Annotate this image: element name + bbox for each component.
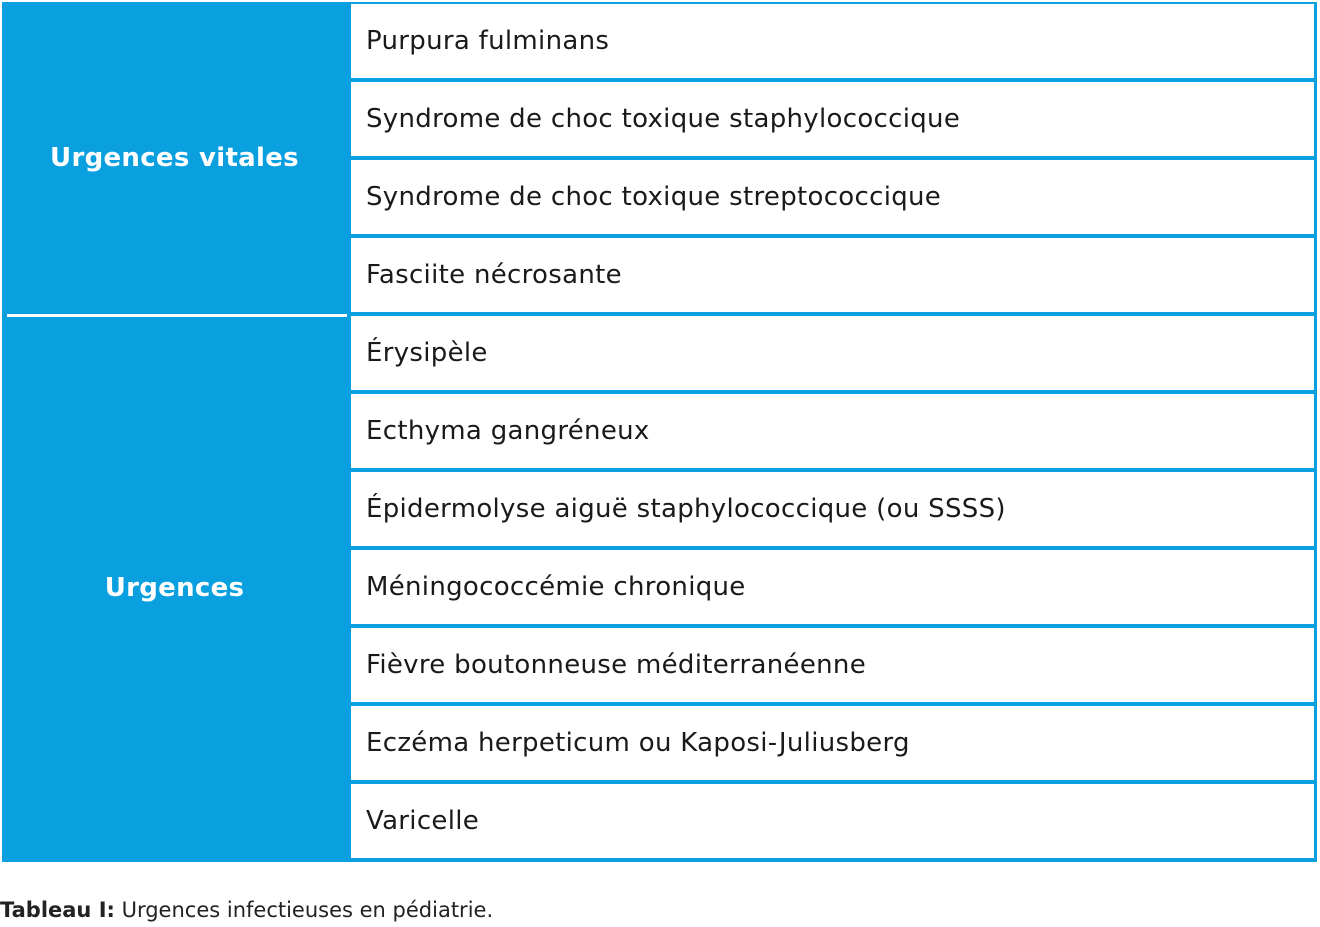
table-row: Érysipèle <box>351 316 1314 390</box>
table-row: Fièvre boutonneuse méditerranéenne <box>351 628 1314 702</box>
caption-text: Urgences infectieuses en pédiatrie. <box>114 898 494 922</box>
table-row: Syndrome de choc toxique streptococcique <box>351 160 1314 234</box>
group-label-urgences: Urgences <box>104 573 245 603</box>
caption-label: Tableau I: <box>0 898 115 922</box>
table-row: Épidermolyse aiguë staphylococcique (ou SSSS) <box>351 472 1314 546</box>
table-row: Varicelle <box>351 784 1314 858</box>
table-row: Eczéma herpeticum ou Kaposi-Juliusberg <box>351 706 1314 780</box>
table-row: Purpura fulminans <box>351 4 1314 78</box>
table-row: Méningococcémie chronique <box>351 550 1314 624</box>
table-caption <box>0 898 493 922</box>
group-label-urgences-vitales: Urgences vitales <box>50 143 299 173</box>
table-row: Fasciite nécrosante <box>351 238 1314 312</box>
table-row: Syndrome de choc toxique staphylococcique <box>351 82 1314 156</box>
table-row: Ecthyma gangréneux <box>351 394 1314 468</box>
emergency-table <box>2 2 1317 862</box>
